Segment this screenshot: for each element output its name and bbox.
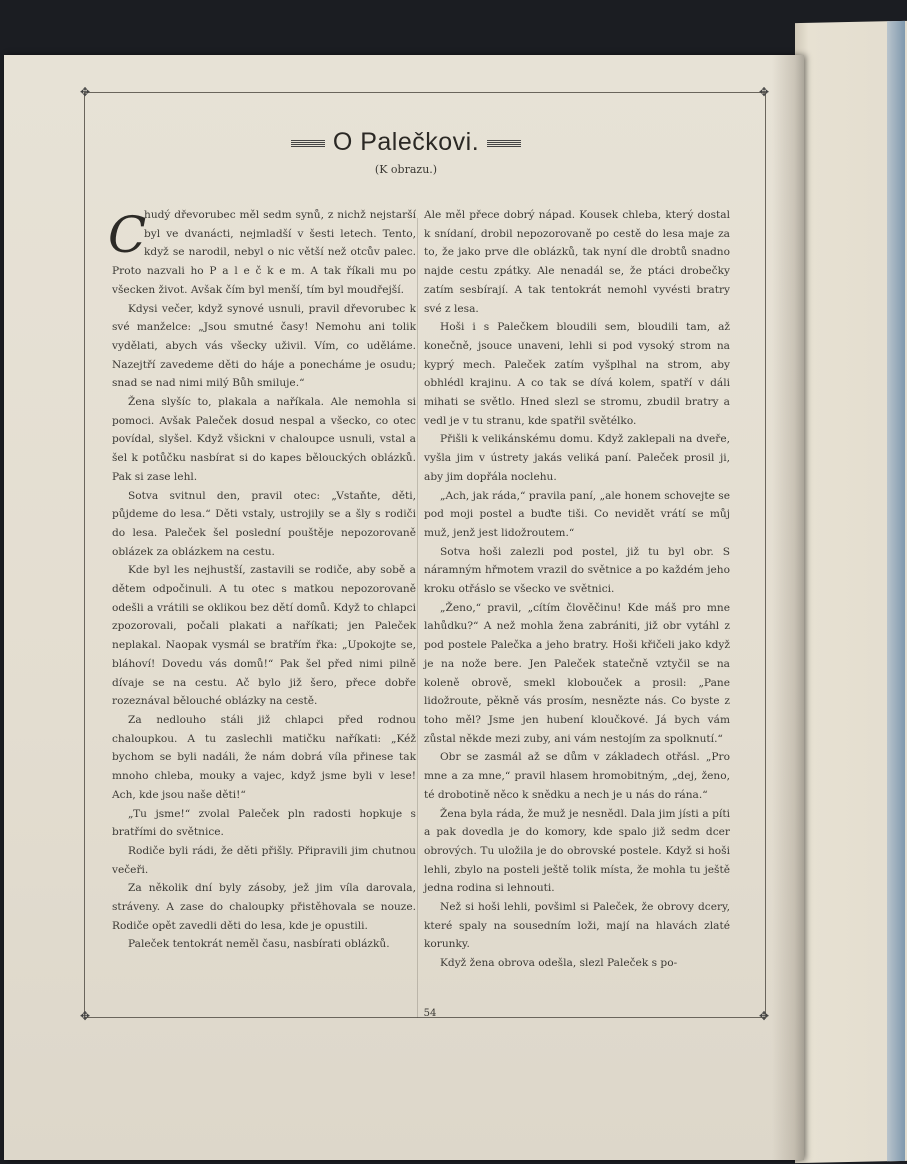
page-subtitle: (K obrazu.)	[374, 163, 438, 176]
corner-ornament-bottom-left: ✥	[79, 1009, 91, 1023]
corner-ornament-top-left: ✥	[79, 85, 91, 99]
paragraph: Ale měl přece dobrý nápad. Kousek chleba, který dostal k snídaní, drobil nepozorovaně po cestě do lesa maje za to, že jako prve dle oblázků, tak nyní dle drobtů snadno najde cestu zpátky. Ale nenadál se, že ptáci drobečky zatím sesbírají. A tak tentokrát nemohl vyvésti bratry své z lesa.	[424, 209, 730, 315]
paragraph: Žena slyšíc to, plakala a naříkala. Ale nemohla si pomoci. Avšak Paleček dosud nespal a všecko, co otec povídal, slyšel. Když všickni v chaloupce usnuli, vstal a šel k potůčku nasbírat si do kapes bělouckých oblázků. Pak si zase lehl.	[112, 396, 416, 483]
paragraph: Hoši i s Palečkem bloudili sem, bloudili tam, až konečně, jsouce unaveni, lehli si pod vysoký strom na kyprý mech. Paleček zatím vyšplhal na strom, aby obhlédl krajinu. A co tak se dívá kolem, spatří v dáli mihati se světlo. Hned slezl se stromu, zbudil bratry a vedl je v tu stranu, kde spatřil světélko.	[424, 321, 730, 427]
next-page-edge	[795, 21, 907, 1163]
paragraph: Kde byl les nejhustší, zastavili se rodiče, aby sobě a dětem odpočinuli. A tu otec s matkou nepozorovaně odešli a vrátili se oklikou bez dětí domů. Když to chlapci zpozorovali, počali plakati a naříkati; jen Paleček neplakal. Naopak vysmál se bratřím řka: „Upokojte se, bláhoví! Dovedu vás domů!“ Pak šel před nimi pilně dívaje se na cestu. Ač bylo již šero, přece dobře rozeznával bělouché oblázky na cestě.	[112, 564, 416, 708]
paragraph: „Ach, jak ráda,“ pravila paní, „ale honem schovejte se pod moji postel a buďte tiši. Co nevidět vrátí se můj muž, jenž jest lidožroutem.“	[424, 489, 730, 539]
title-rule-right	[487, 140, 521, 147]
paragraph: Sotva hoši zalezli pod postel, již tu byl obr. S náramným hřmotem vrazil do světnice a po každém jeho kroku otřáslo se všecko ve světnici.	[424, 545, 730, 596]
paragraph: „Tu jsme!“ zvolal Paleček pln radosti hopkuje s bratřími do světnice.	[112, 807, 416, 839]
paragraph: Sotva svitnul den, pravil otec: „Vstaňte, děti, půjdeme do lesa.“ Děti vstaly, ustrojily se a šly s rodiči do lesa. Paleček šel poslední pouštěje nepozorovaně oblázek za oblázkem na cestu.	[112, 489, 416, 558]
drop-cap: C	[108, 206, 147, 264]
paragraph: Paleček tentokrát neměl času, nasbírati oblázků.	[128, 938, 390, 951]
corner-ornament-bottom-right: ✥	[758, 1009, 770, 1023]
paragraph: C hudý dřevorubec měl sedm synů, z nichž nejstarší byl ve dvanácti, nejmladší v šesti letech. Tento, když se narodil, nebyl o nic větší než otcův palec. Proto nazvali ho P a l e č k e m. A tak říkali mu po všecken život. Avšak čím byl menší, tím byl moudřejší.	[108, 206, 416, 296]
paragraph: Za několik dní byly zásoby, jež jim víla darovala, stráveny. A zase do chaloupky přistěhovala se nouze. Rodiče opět zavedli děti do lesa, kde je opustili.	[112, 882, 416, 932]
title-rule-left	[291, 140, 325, 147]
paragraph: Když žena obrova odešla, slezl Paleček s po-	[440, 957, 678, 970]
paragraph: Obr se zasmál až se dům v základech otřásl. „Pro mne a za mne,“ pravil hlasem hromobitným, „dej, ženo, té drobotině něco k snědku a nech je u nás do rána.“	[424, 751, 730, 801]
paragraph: Za nedlouho stáli již chlapci před rodnou chaloupkou. A tu zaslechli matičku naříkati: „Kéž bychom se byli nadáli, že nám dobrá víla přinese tak mnoho chleba, mouky a vajec, když jsme byli v lese! Ach, kde jsou naše děti!“	[112, 713, 416, 801]
paragraph: Přišli k velikánskému domu. Když zaklepali na dveře, vyšla jim v ústrety jakás veliká paní. Paleček prosil ji, aby jim dopřála noclehu.	[424, 433, 730, 483]
page-fold-shadow	[772, 55, 804, 1160]
book-cover-edge	[887, 21, 905, 1161]
paragraph: Než si hoši lehli, povšiml si Paleček, že obrovy dcery, které spaly na sousedním loži, mají na hlavách zlaté korunky.	[424, 901, 730, 951]
paragraph: „Ženo,“ pravil, „cítím člověčinu! Kde máš pro mne lahůdku?“ A než mohla žena zabrániti, již obr vytáhl z pod postele Palečka a jeho bratry. Hoši křičeli jako když je na nože bere. Jen Paleček statečně vztyčil se na koleně obrově, smekl klobouček a prosil: „Pane lidožroute, pěkně vás prosím, nesnězte nás. Co byste z toho měl? Jsme jen hubení kloučkové. Já bych vám zůstal někde mezi zuby, ani vám nestojím za spolknutí.“	[424, 601, 730, 745]
paragraph: Kdysi večer, když synové usnuli, pravil dřevorubec k své manželce: „Jsou smutné časy! Nemohu ani tolik vydělati, abych vás všecky uživil. Vím, co uděláme. Nazejtří zavedeme děti do háje a ponecháme je osudu; snad se nad nimi milý Bůh smiluje.“	[112, 302, 416, 390]
paragraph: Žena byla ráda, že muž je nesnědl. Dala jim jísti a píti a pak dovedla je do komory, kde spalo již sedm dcer obrových. Tu uložila je do obrovské postele. Když si hoši lehli, zbylo na posteli ještě tolik místa, že mohla tu ještě jedna rodina si lehnouti.	[424, 807, 730, 895]
paragraph: Rodiče byli rádi, že děti přišly. Připravili jim chutnou večeři.	[112, 844, 416, 876]
page-title-line	[283, 128, 529, 157]
page-number: 54	[423, 1008, 437, 1019]
title-block	[176, 128, 636, 176]
text-column-right	[424, 206, 730, 1026]
column-divider	[417, 218, 418, 1018]
page-title: O Palečkovi.	[332, 128, 480, 156]
corner-ornament-top-right: ✥	[758, 85, 770, 99]
text-column-left	[108, 206, 416, 1026]
